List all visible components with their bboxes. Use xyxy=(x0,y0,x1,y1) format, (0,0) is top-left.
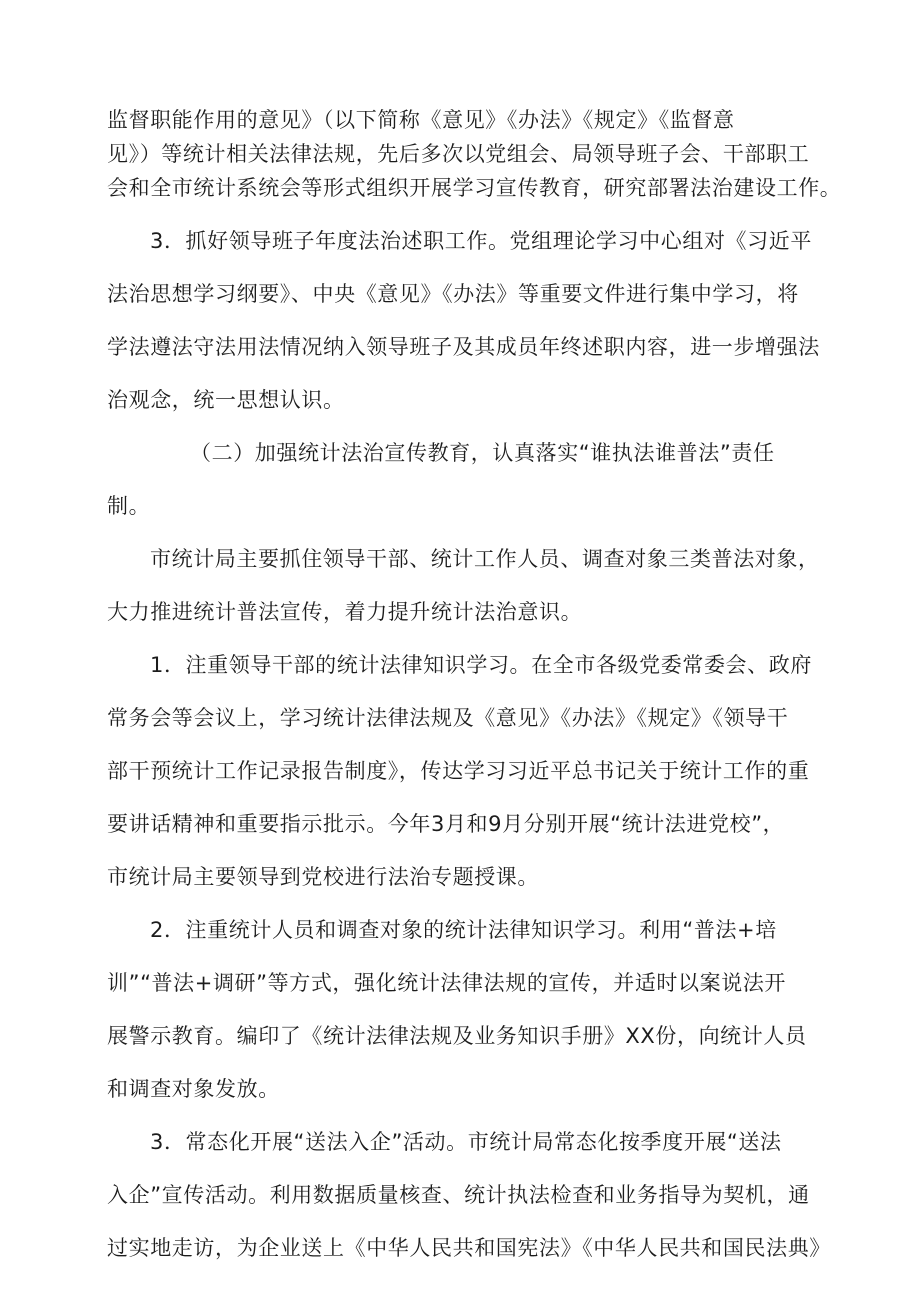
text-line: 部干预统计工作记录报告制度》，传达学习习近平总书记关于统计工作的重 xyxy=(107,759,810,783)
text-line: 法治思想学习纲要》、中央《意见》《办法》等重要文件进行集中学习，将 xyxy=(107,282,799,306)
text-line: 常务会等会议上，学习统计法律法规及《意见》《办法》《规定》《领导干 xyxy=(107,706,789,730)
text-line: 和调查对象发放。 xyxy=(107,1077,280,1101)
text-line: 治观念，统一思想认识。 xyxy=(107,388,345,412)
text-line: 市统计局主要抓住领导干部、统计工作人员、调查对象三类普法对象， xyxy=(150,547,820,571)
text-line: 训”“普法+调研”等方式，强化统计法律法规的宣传，并适时以案说法开 xyxy=(107,971,787,995)
text-line: 展警示教育。编印了《统计法律法规及业务知识手册》XX份，向统计人员 xyxy=(107,1024,807,1048)
text-line: 入企”宣传活动。利用数据质量核查、统计执法检查和业务指导为契机，通 xyxy=(107,1183,810,1207)
text-line: 市统计局主要领导到党校进行法治专题授课。 xyxy=(107,865,539,889)
text-line: 要讲话精神和重要指示批示。今年3月和9月分别开展“统计法进党校”， xyxy=(107,812,785,836)
section-heading: 制。 xyxy=(107,494,151,518)
text-line: 学法遵法守法用法情况纳入领导班子及其成员年终述职内容，进一步增强法 xyxy=(107,335,820,359)
text-line: 3．抓好领导班子年度法治述职工作。党组理论学习中心组对《习近平 xyxy=(150,229,812,253)
section-heading: （二）加强统计法治宣传教育，认真落实“谁执法谁普法”责任 xyxy=(190,441,775,465)
text-line: 大力推进统计普法宣传，着力提升统计法治意识。 xyxy=(107,600,583,624)
text-line: 3．常态化开展“送法入企”活动。市统计局常态化按季度开展“送法 xyxy=(150,1130,782,1154)
text-line: 2．注重统计人员和调查对象的统计法律知识学习。利用“普法+培 xyxy=(150,918,777,942)
text-line: 监督职能作用的意见》（以下简称《意见》《办法》《规定》《监督意 xyxy=(107,108,735,132)
text-line: 1．注重领导干部的统计法律知识学习。在全市各级党委常委会、政府 xyxy=(150,653,812,677)
text-line: 会和全市统计系统会等形式组织开展学习宣传教育，研究部署法治建设工作。 xyxy=(107,176,842,200)
text-line: 见》）等统计相关法律法规，先后多次以党组会、局领导班子会、干部职工 xyxy=(107,142,810,166)
text-line: 过实地走访，为企业送上《中华人民共和国宪法》《中华人民共和国民法典》 xyxy=(107,1236,831,1260)
